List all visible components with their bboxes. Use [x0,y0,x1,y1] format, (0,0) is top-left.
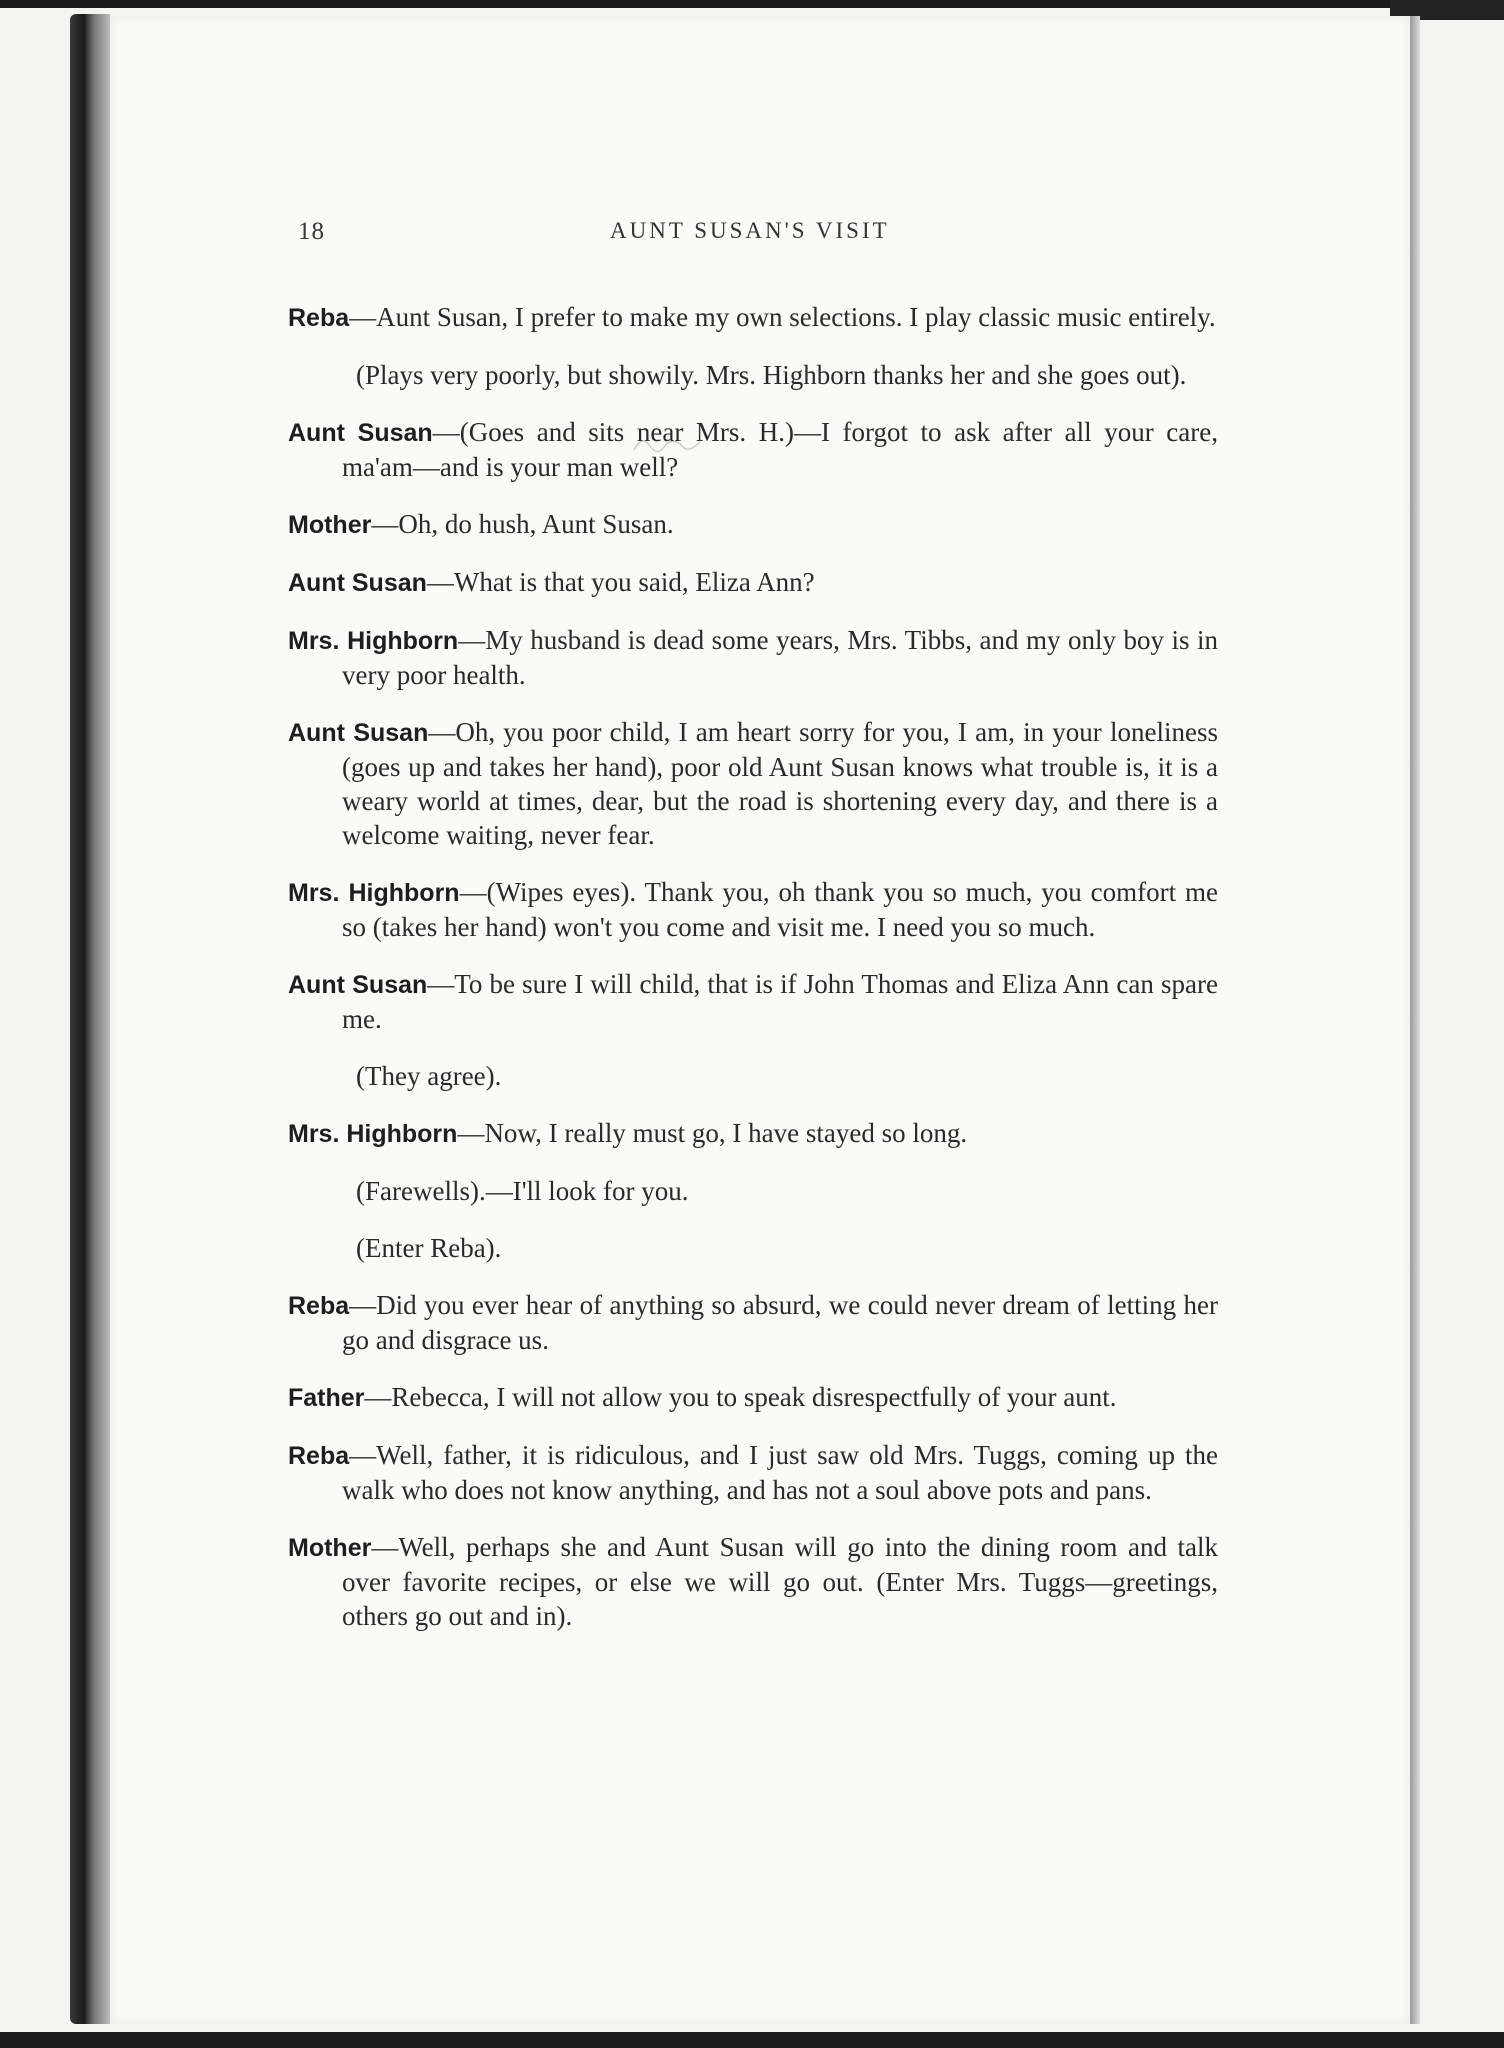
stage-direction: (They agree). [356,1061,502,1091]
speaker-name: Father [288,1384,365,1412]
running-title: AUNT SUSAN'S VISIT [610,218,890,243]
play-script [288,300,1218,1656]
speech-line [288,507,1218,542]
scan-border-top [0,0,1504,8]
page-number: 18 [298,218,325,245]
speech-text: (Wipes eyes). Thank you, oh thank you so much, you comfort me so (takes her hand) won't you come and visit me. I need you so much. [342,877,1219,942]
speech-line [288,1530,1218,1633]
speaker-name: Aunt Susan [288,971,428,999]
speaker-separator: — [349,302,377,332]
speaker-separator: — [459,877,487,907]
speaker-name: Mother [288,511,372,539]
speech-line [288,1288,1218,1357]
speaker-name: Mrs. Highborn [288,879,460,907]
speech-line [288,300,1218,335]
scan-border-bottom [0,2032,1504,2048]
stage-direction: (Farewells).—I'll look for you. [356,1176,689,1206]
speech-text: To be sure I will child, that is if John Thomas and Eliza Ann can spare me. [342,969,1218,1034]
speaker-name: Aunt Susan [288,419,433,447]
speech-text: What is that you said, Eliza Ann? [453,567,815,597]
speech-text: Aunt Susan, I prefer to make my own selections. I play classic music entirely. [376,302,1216,332]
stage-direction: (Plays very poorly, but showily. Mrs. Highborn thanks her and she goes out). [356,360,1187,390]
speaker-separator: — [458,625,486,655]
speaker-separator: — [349,1290,377,1320]
speech-line [288,1380,1218,1415]
running-head [0,218,1504,252]
pencil-annotation [632,432,702,454]
speech-text: My husband is dead some years, Mrs. Tibbs, and my only boy is in very poor health. [342,625,1218,690]
speech-text: Well, father, it is ridiculous, and I just saw old Mrs. Tuggs, coming up the walk who does not know anything, and has not a soul above pots and pans. [342,1440,1218,1505]
speech-line [288,1116,1218,1151]
stage-direction: (Enter Reba). [356,1233,502,1263]
book-spine-edge [70,14,110,2024]
speech-text: Did you ever hear of anything so absurd, we could never dream of letting her go and disgrace us. [342,1290,1218,1355]
speaker-separator: — [364,1382,392,1412]
speech-text: Oh, do hush, Aunt Susan. [398,509,674,539]
speaker-name: Reba [288,1442,350,1470]
page-right-edge [1410,16,1420,2024]
speech-text: Now, I really must go, I have stayed so long. [484,1118,968,1148]
speaker-separator: — [371,1532,399,1562]
speaker-separator: — [349,1440,377,1470]
speaker-name: Aunt Susan [288,719,429,747]
speaker-name: Mrs. Highborn [288,627,459,655]
speech-text: (Goes and sits near Mrs. H.)—I forgot to ask after all your care, ma'am—and is your man well? [342,417,1218,482]
speech-line [288,565,1218,600]
speaker-name: Reba [288,1292,350,1320]
speaker-separator: — [426,567,454,597]
speaker-name: Aunt Susan [288,569,427,597]
speaker-name: Mrs. Highborn [288,1120,458,1148]
speech-text: Oh, you poor child, I am heart sorry for you, I am, in your loneliness (goes up and takes her hand), poor old Aunt Susan knows what trouble is, it is a weary world at times, dear, but the road is shortening every day, and there is a welcome waiting, never fear. [342,717,1218,850]
speech-text: Rebecca, I will not allow you to speak disrespectfully of your aunt. [391,1382,1117,1412]
speech-line [288,623,1218,692]
speaker-separator: — [432,417,460,447]
speaker-separator: — [427,969,455,999]
speech-text: Well, perhaps she and Aunt Susan will go into the dining room and talk over favorite recipes, or else we will go out. (Enter Mrs. Tuggs—greetings, others go out and in). [342,1532,1218,1631]
speaker-separator: — [457,1118,485,1148]
speaker-separator: — [371,509,399,539]
speaker-name: Reba [288,304,350,332]
speech-line [288,415,1218,484]
speech-line [288,967,1218,1036]
speech-line [288,715,1218,852]
speech-line [288,1438,1218,1507]
speaker-separator: — [428,717,456,747]
speaker-name: Mother [288,1534,372,1562]
speech-line [288,875,1218,944]
